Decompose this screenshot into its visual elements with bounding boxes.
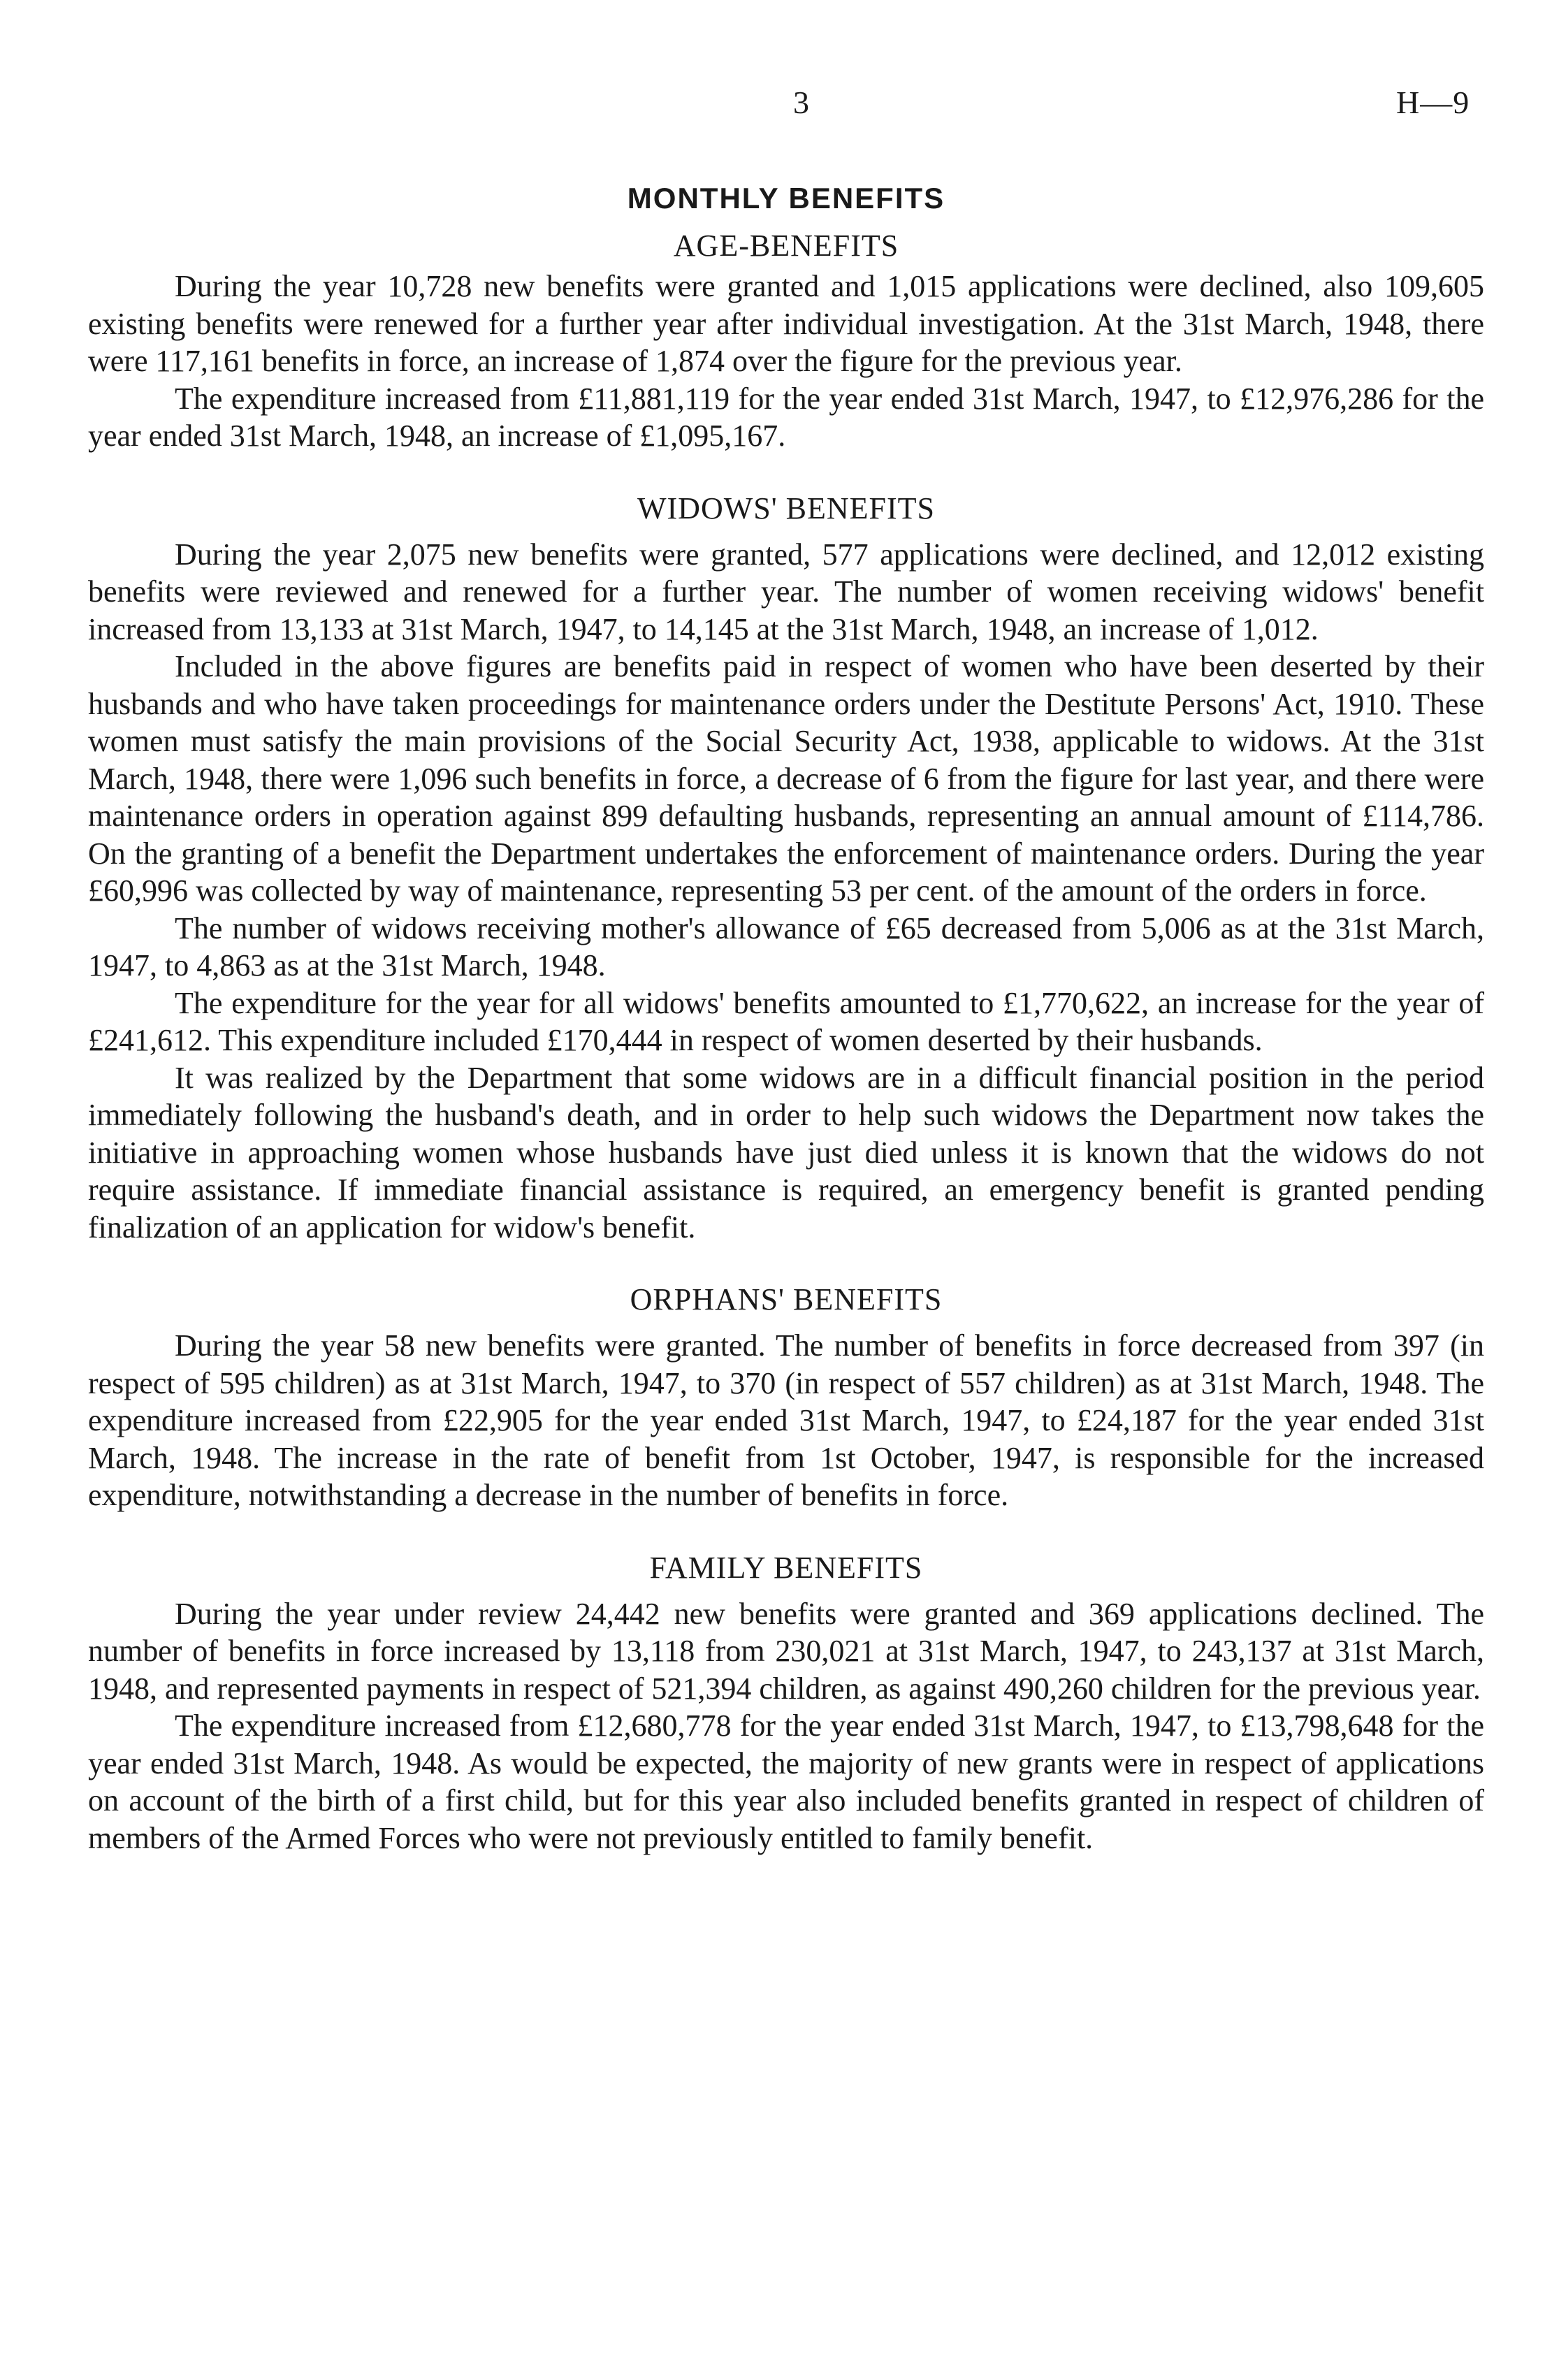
age-paragraph-2: The expenditure increased from £11,881,119 for the year ended 31st March, 1947, to £12,976,286 for the year ended 31st March, 1948, an increase of £1,095,167. [88, 381, 1484, 453]
orphans-paragraph-1: During the year 58 new benefits were granted. The number of benefits in force decreased from 397 (in respect of 595 children) as at 31st March, 1947, to 370 (in respect of 557 children) as at 31st March, 1948. The expenditure increased from £22,905 for the year ended 31st March, 1947, to £24,187 for the year ended 31st March, 1948. The increase in the rate of benefit from 1st October, 1947, is responsible for the increased expenditure, notwithstanding a decrease in the number of benefits in force. [88, 1328, 1484, 1512]
widows-paragraph-3: The number of widows receiving mother's allowance of £65 decreased from 5,006 as at the 31st March, 1947, to 4,863 as at the 31st March, 1948. [88, 910, 1484, 982]
age-paragraph-1: During the year 10,728 new benefits were granted and 1,015 applications were declined, also 109,605 existing benefits were renewed for a further year after individual investigation. At the 31st March, 1948, there were 117,161 benefits in force, an increase of 1,874 over the figure for the previous year. [88, 269, 1484, 378]
family-paragraph-2: The expenditure increased from £12,680,778 for the year ended 31st March, 1947, to £13,798,648 for the year ended 31st March, 1948. As would be expected, the majority of new grants were in respect of applications on account of the birth of a first child, but for this year also included benefits granted in respect of children of members of the Armed Forces who were not previously entitled to family benefit. [88, 1708, 1484, 1855]
widows-benefits-heading: WIDOWS' BENEFITS [637, 491, 935, 525]
document-reference: H—9 [1396, 85, 1470, 120]
main-title: MONTHLY BENEFITS [627, 182, 945, 215]
widows-paragraph-2: Included in the above figures are benefits paid in respect of women who have been deserted by their husbands and who have taken proceedings for maintenance orders under the Destitute Persons' Act, 1910. These women must satisfy the main provisions of the Social Security Act, 1938, applicable to widows. At the 31st March, 1948, there were 1,096 such benefits in force, a decrease of 6 from the figure for last year, and there were maintenance orders in operation against 899 defaulting husbands, representing an annual amount of £114,786. On the granting of a benefit the Department undertakes the enforcement of maintenance orders. During the year £60,996 was collected by way of maintenance, representing 53 per cent. of the amount of the orders in force. [88, 649, 1484, 908]
orphans-benefits-heading: ORPHANS' BENEFITS [630, 1282, 943, 1316]
family-benefits-heading: FAMILY BENEFITS [649, 1550, 923, 1585]
family-paragraph-1: During the year under review 24,442 new benefits were granted and 369 applications declined. The number of benefits in force increased by 13,118 from 230,021 at 31st March, 1947, to 243,137 at 31st March, 1948, and represented payments in respect of 521,394 children, as against 490,260 children for the previous year. [88, 1596, 1484, 1706]
page-content [88, 178, 1484, 1857]
widows-benefits-section [88, 487, 1484, 1247]
page-header [0, 84, 1545, 133]
age-benefits-heading: AGE-BENEFITS [673, 228, 899, 263]
widows-paragraph-4: The expenditure for the year for all widows' benefits amounted to £1,770,622, an increase for the year of £241,612. This expenditure included £170,444 in respect of women deserted by their husbands. [88, 985, 1484, 1057]
widows-paragraph-5: It was realized by the Department that some widows are in a difficult financial position in the period immediately following the husband's death, and in order to help such widows the Department now takes the initiative in approaching women whose husbands have just died unless it is known that the widows do not require assistance. If immediate financial assistance is required, an emergency benefit is granted pending finalization of an application for widow's benefit. [88, 1060, 1484, 1245]
age-benefits-section [88, 224, 1484, 455]
page-number: 3 [793, 85, 809, 120]
widows-paragraph-1: During the year 2,075 new benefits were granted, 577 applications were declined, and 12,012 existing benefits were reviewed and renewed for a further year. The number of women receiving widows' benefit increased from 13,133 at 31st March, 1947, to 14,145 at the 31st March, 1948, an increase of 1,012. [88, 537, 1484, 646]
orphans-benefits-section [88, 1278, 1484, 1514]
family-benefits-section [88, 1546, 1484, 1857]
